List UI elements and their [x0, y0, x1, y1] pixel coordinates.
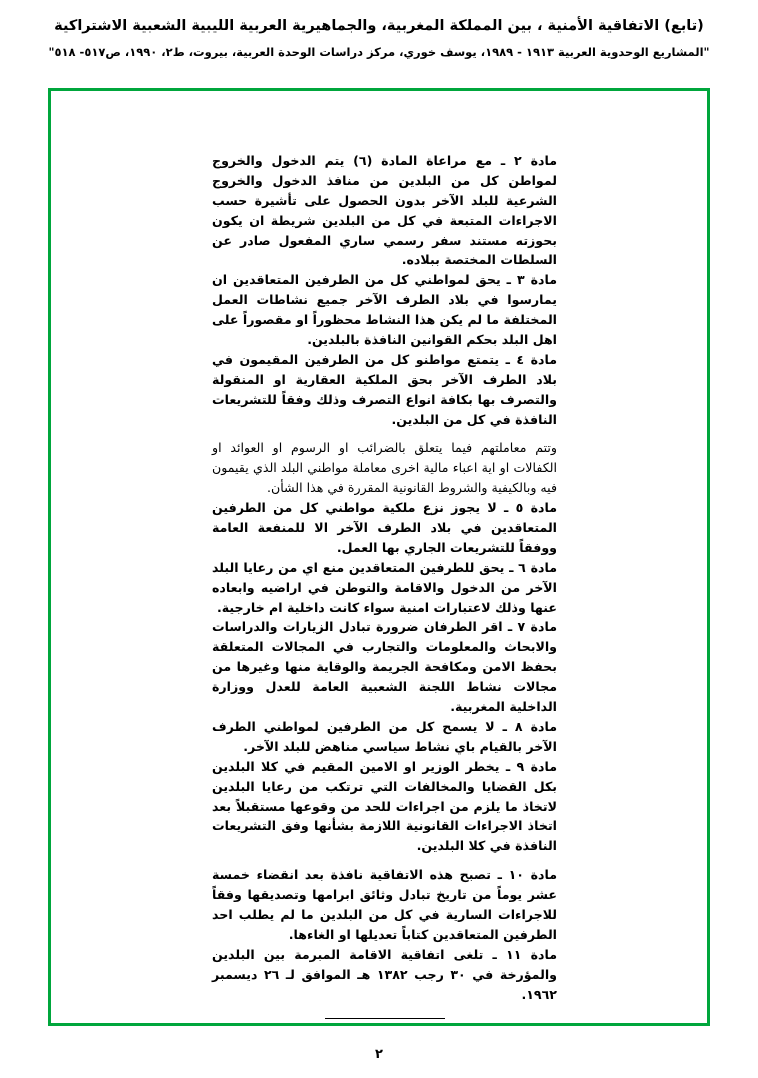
paragraph-article-5: مادة ٥ ـ لا يجوز نزع ملكية مواطني كل من الطرفين المتعاقدين في بلاد الطرف الآخر الا للمنفعة العامة ووفقاً للتشريعات الجاري بها العمل.: [212, 500, 557, 555]
paragraph-article-4-continued: وتتم معاملتهم فيما يتعلق بالضرائب او الرسوم او العوائد او الكفالات او اية اعباء مالية اخرى معاملة مواطني البلد الذي يقيمون فيه وبالكيفية والشروط القانونية المقررة في هذا الشأن.: [212, 440, 557, 496]
page-number: ٢: [375, 1047, 383, 1062]
green-border-frame: [48, 88, 710, 1026]
page-header: [0, 0, 758, 61]
header-source-citation: "المشاريع الوحدوية العربية ١٩١٣ - ١٩٨٩، يوسف خوري، مركز دراسات الوحدة العربية، بيروت، ط٢، ١٩٩٠، ص٥١٧- ٥١٨": [48, 44, 710, 59]
section-divider: [325, 1018, 445, 1019]
paragraph-article-4: مادة ٤ ـ يتمتع مواطنو كل من الطرفين المقيمون في بلاد الطرف الآخر بحق الملكية العقارية او المنقولة والتصرف بها بكافة انواع التصرف وذلك وفقاً للتشريعات النافذة في كل من البلدين.: [212, 351, 557, 427]
paragraph-article-7: مادة ٧ ـ اقر الطرفان ضرورة تبادل الزيارات والدراسات والابحاث والمعلومات والتجارب في المجالات المتعلقة بحفظ الامن ومكافحة الجريمة والوقاية منها وغيرها من مجالات نشاط اللجنة الشعبية العامة للعدل ووزارة الداخلية المغربية.: [212, 619, 557, 715]
paragraph-article-6: مادة ٦ ـ يحق للطرفين المتعاقدين منع اي من رعايا البلد الآخر من الدخول والاقامة والتوطن في اراضيه وابعاده عنها وذلك لاعتبارات امنية سواء كانت داخلية ام خارجية.: [212, 559, 557, 615]
paragraph-article-11: مادة ١١ ـ تلغى اتفاقية الاقامة المبرمة بين البلدين والمؤرخة في ٣٠ رجب ١٣٨٢ هـ الموافق لـ ٢٦ ديسمبر ١٩٦٢.: [212, 946, 557, 1002]
header-title: (تابع) الاتفاقية الأمنية ، بين المملكة المغربية، والجماهيرية العربية الليبية الشعبية الاشتراكية: [54, 18, 704, 34]
paragraph-article-10: مادة ١٠ ـ تصبح هذه الاتفاقية نافذة بعد انقضاء خمسة عشر يوماً من تاريخ تبادل وثائق ابرامها وتصديقها وفقاً للاجراءات السارية في كل من البلدين ما لم يطلب احد الطرفين المتعاقدين كتاباً تعديلها او الغاءها.: [212, 867, 557, 942]
paragraph-article-8: مادة ٨ ـ لا يسمح كل من الطرفين لمواطني الطرف الآخر بالقيام باي نشاط سياسي مناهض للبلد الآخر.: [212, 718, 557, 754]
paragraph-article-9: مادة ٩ ـ يخطر الوزير او الامين المقيم في كلا البلدين بكل القضايا والمخالفات التي ترتكب من رعايا البلدين لاتخاذ ما يلزم من اجراءات للحد من وقوعها مستقبلاً بعد اتخاذ الاجراءات القانونية اللازمة بشأنها وفق التشريعات النافذة في كلا البلدين.: [212, 758, 557, 854]
paragraph-article-2: مادة ٢ ـ مع مراعاة المادة (٦) يتم الدخول والخروج لمواطن كل من البلدين من منافذ الدخول والخروج الشرعية للبلد الآخر بدون الحصول على تأشيرة حسب الاجراءات المتبعة في كل من البلدين شريطة ان يكون بحوزته مستند سفر رسمي ساري المفعول صادر عن السلطات المختصة ببلاده.: [212, 153, 557, 268]
paragraph-article-3: مادة ٣ ـ يحق لمواطني كل من الطرفين المتعاقدين ان يمارسوا في بلاد الطرف الآخر جميع نشاطات العمل المختلفة ما لم يكن هذا النشاط محظوراً او مقصوراً على اهل البلد بحكم القوانين النافذة بالبلدين.: [212, 272, 558, 348]
document-body: [212, 151, 557, 1019]
